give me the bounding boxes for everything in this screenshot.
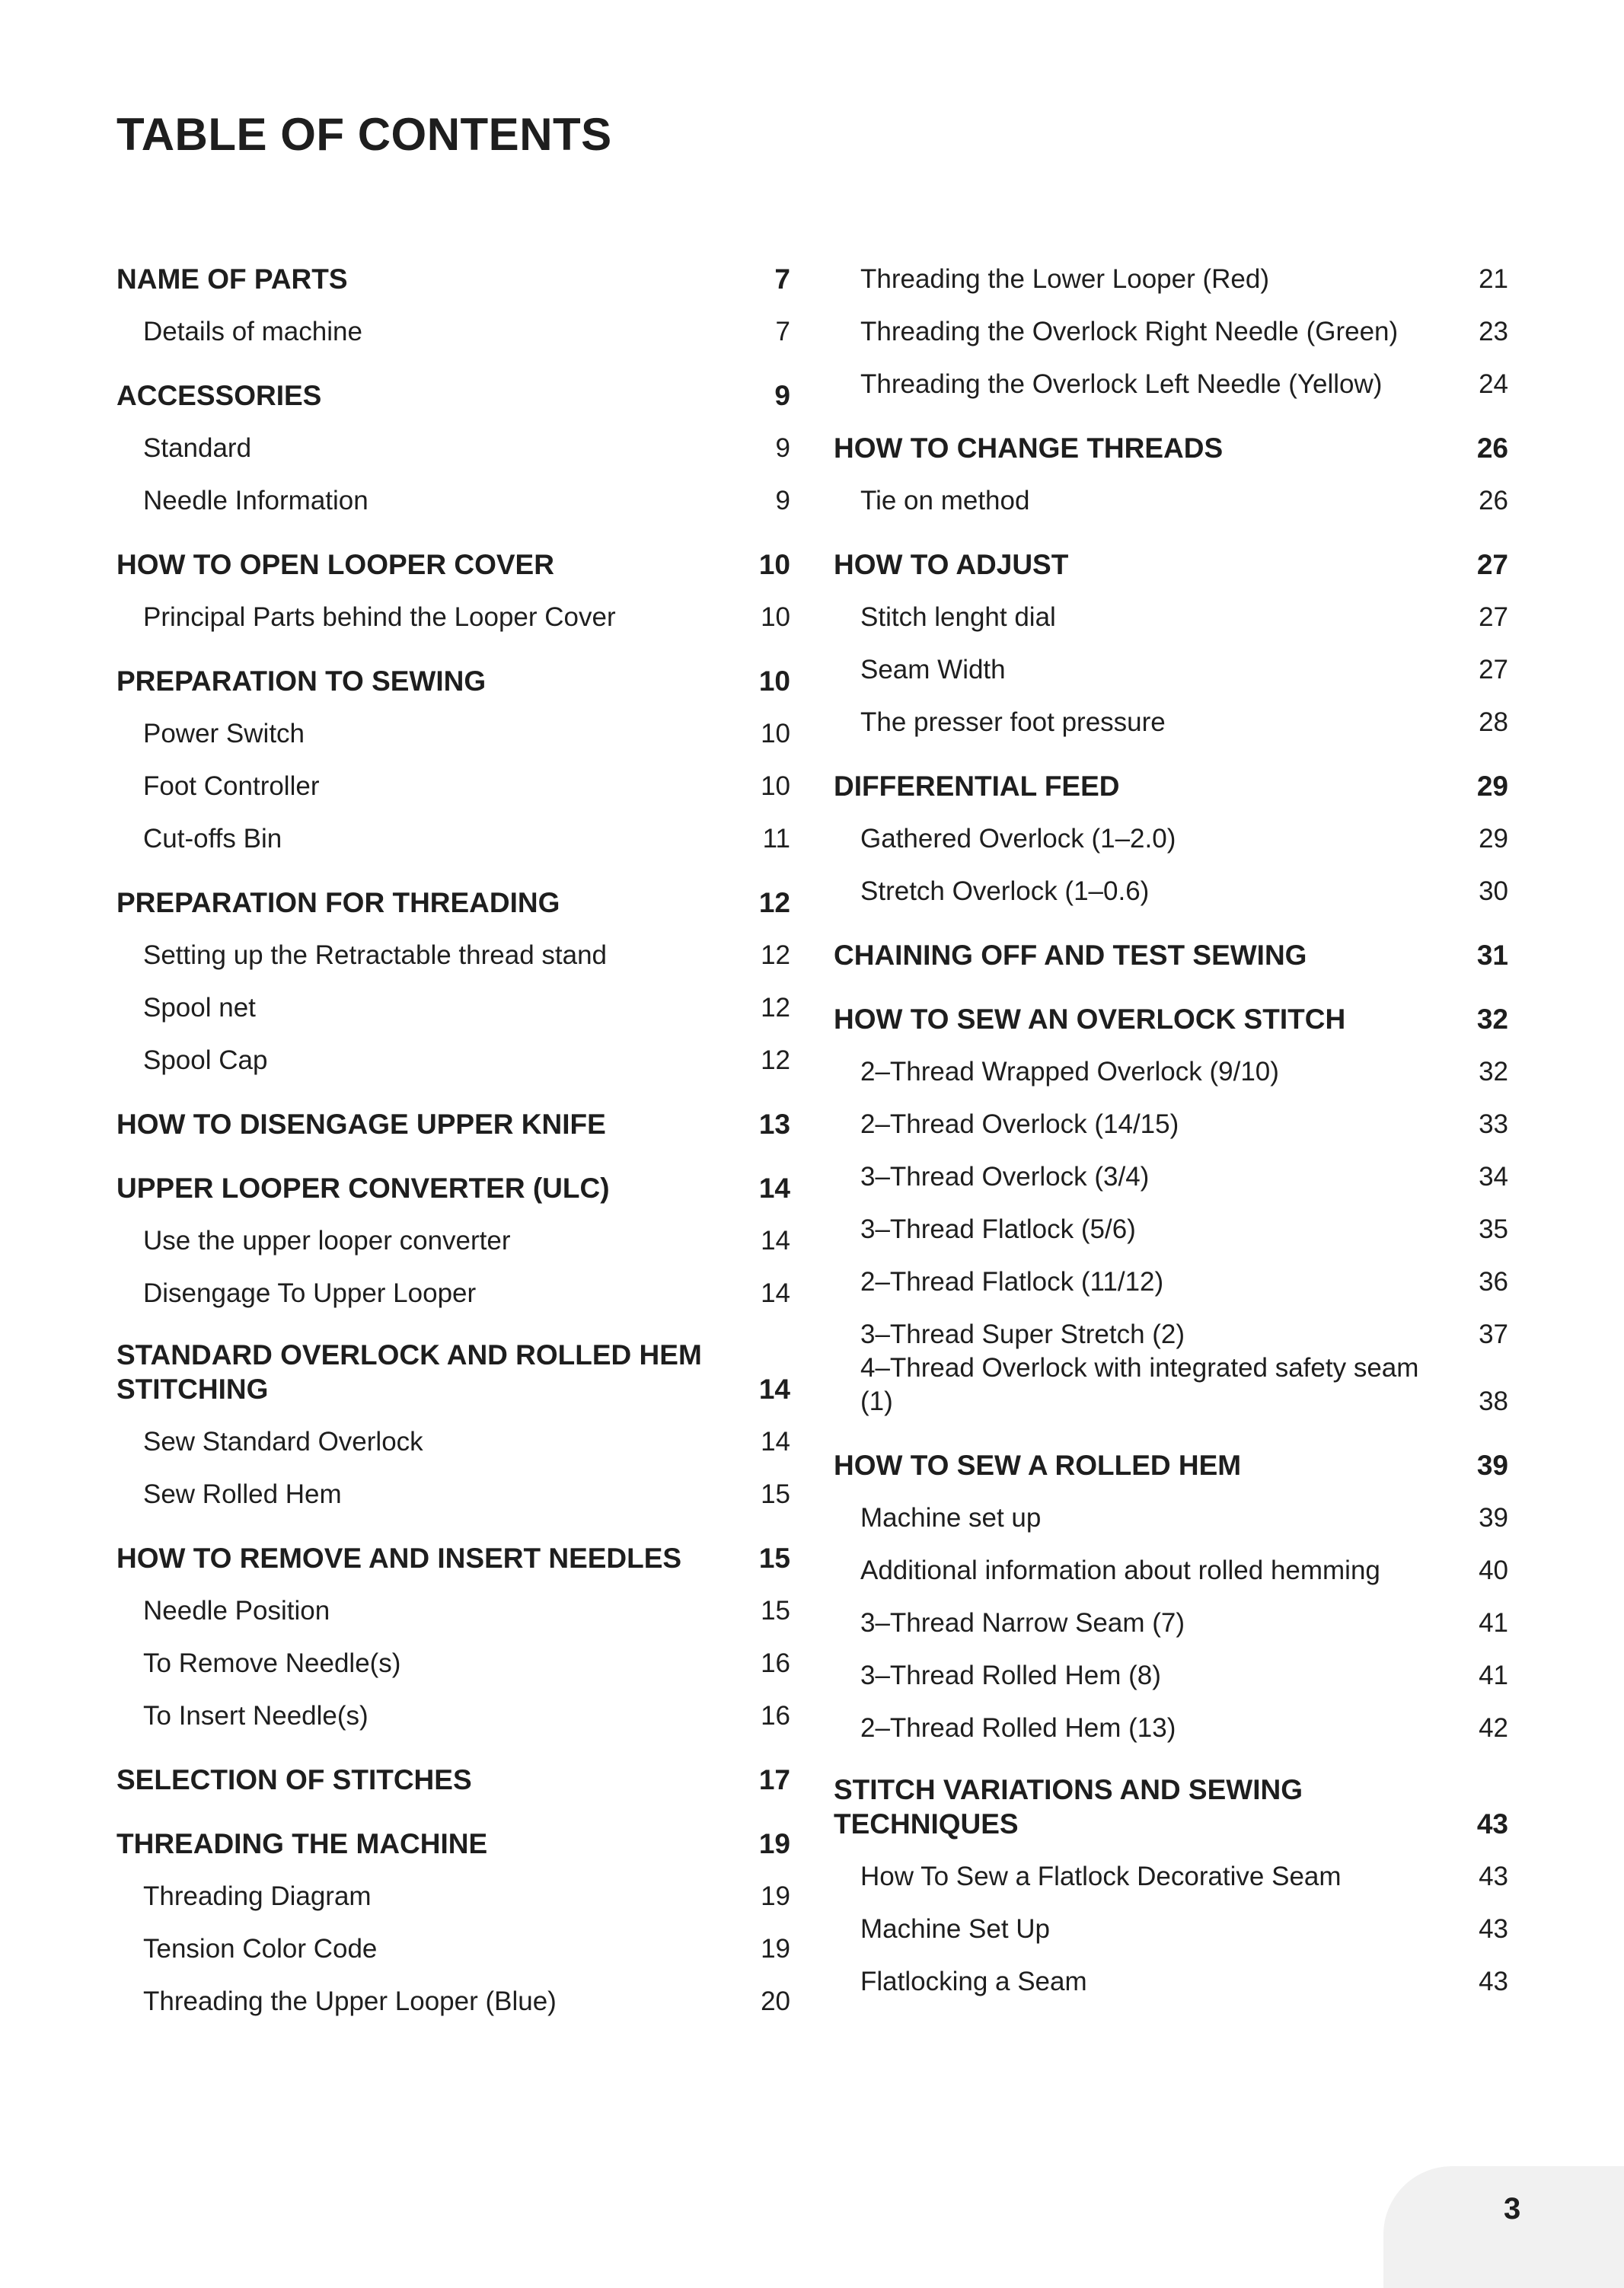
toc-item-page: 16 [761, 1648, 790, 1678]
toc-section [116, 376, 790, 518]
toc-section-page: 31 [1476, 940, 1508, 971]
toc-item[interactable] [834, 687, 1508, 739]
toc-item-page: 41 [1479, 1661, 1508, 1690]
toc-item[interactable] [116, 1966, 790, 2018]
toc-item-page: 36 [1479, 1267, 1508, 1297]
toc-section [834, 936, 1508, 972]
toc-section-title: PREPARATION TO SEWING [116, 665, 487, 697]
toc-section-page: 26 [1476, 432, 1508, 464]
toc-item[interactable] [834, 1841, 1508, 1894]
toc-item-page: 28 [1479, 707, 1508, 737]
toc-item-title: Needle Information [143, 486, 369, 515]
toc-item[interactable] [116, 1628, 790, 1680]
toc-item-page: 26 [1479, 486, 1508, 515]
toc-section-heading[interactable] [116, 1824, 790, 1861]
toc-section-heading[interactable] [116, 1169, 790, 1205]
toc-item-title: Threading the Lower Looper (Red) [860, 264, 1269, 294]
toc-section-page: 15 [758, 1543, 790, 1574]
toc-section [116, 662, 790, 856]
toc-item-title: Use the upper looper converter [143, 1226, 511, 1256]
toc-section-heading[interactable] [116, 1338, 790, 1406]
toc-item-page: 30 [1479, 876, 1508, 906]
toc-item-title: 3–Thread Flatlock (5/6) [860, 1214, 1136, 1244]
toc-item-title: How To Sew a Flatlock Decorative Seam [860, 1862, 1342, 1891]
page-number-tab [1383, 2166, 1624, 2288]
toc-item[interactable] [116, 465, 790, 518]
toc-item-page: 23 [1479, 317, 1508, 346]
toc-item[interactable] [834, 296, 1508, 349]
toc-item-title: Machine Set Up [860, 1914, 1051, 1944]
toc-section-page: 27 [1476, 549, 1508, 580]
toc-item-title: Details of machine [143, 317, 362, 346]
toc-item-page: 14 [761, 1427, 790, 1457]
toc-item-title: 3–Thread Overlock (3/4) [860, 1162, 1150, 1192]
toc-section-title: UPPER LOOPER CONVERTER (ULC) [116, 1173, 610, 1204]
toc-section-title: STANDARD OVERLOCK AND ROLLED HEM STITCHING [116, 1339, 702, 1405]
toc-section [834, 545, 1508, 739]
toc-item[interactable] [834, 1894, 1508, 1946]
toc-item[interactable] [116, 1406, 790, 1459]
toc-item[interactable] [834, 582, 1508, 634]
toc-item[interactable] [116, 920, 790, 972]
toc-item[interactable] [834, 856, 1508, 908]
toc-item-page: 39 [1479, 1503, 1508, 1533]
toc-section-title: HOW TO SEW AN OVERLOCK STITCH [834, 1004, 1346, 1035]
toc-item[interactable] [116, 751, 790, 803]
toc-section-title: HOW TO SEW A ROLLED HEM [834, 1450, 1242, 1481]
toc-item-title: Spool Cap [143, 1045, 268, 1075]
toc-section-title: SELECTION OF STITCHES [116, 1764, 472, 1795]
toc-section-title: NAME OF PARTS [116, 263, 348, 295]
toc-section-heading[interactable] [834, 936, 1508, 972]
toc-item-title: Seam Width [860, 655, 1006, 684]
toc-section [834, 1773, 1508, 1999]
toc-item[interactable] [116, 413, 790, 465]
toc-section-page: 10 [758, 665, 790, 697]
toc-item-page: 27 [1479, 602, 1508, 632]
toc-section-heading[interactable] [834, 767, 1508, 803]
toc-item-page: 10 [761, 602, 790, 632]
toc-item[interactable] [834, 1246, 1508, 1299]
toc-item-page: 12 [761, 993, 790, 1023]
toc-item[interactable] [834, 1482, 1508, 1535]
toc-item-page: 15 [761, 1479, 790, 1509]
toc-section [834, 429, 1508, 518]
toc-section-page: 32 [1476, 1004, 1508, 1035]
toc-item-page: 10 [761, 719, 790, 748]
toc-section-title: HOW TO CHANGE THREADS [834, 432, 1224, 464]
toc-item[interactable] [834, 1089, 1508, 1141]
toc-item[interactable] [834, 1194, 1508, 1246]
toc-item[interactable] [834, 1141, 1508, 1194]
toc-section-title: HOW TO OPEN LOOPER COVER [116, 549, 554, 580]
toc-section-page: 13 [758, 1109, 790, 1140]
toc-item-title: Stitch lenght dial [860, 602, 1056, 632]
toc-item-title: Sew Standard Overlock [143, 1427, 423, 1457]
toc-item-page: 38 [1479, 1387, 1508, 1416]
toc-section [116, 1824, 790, 2018]
toc-item[interactable] [116, 582, 790, 634]
toc-item-title: Threading Diagram [143, 1881, 372, 1911]
toc-section-page: 10 [758, 549, 790, 580]
toc-section-heading[interactable] [116, 1760, 790, 1797]
toc-section [834, 767, 1508, 908]
toc-section-heading[interactable] [116, 1105, 790, 1141]
toc-section-title: DIFFERENTIAL FEED [834, 771, 1120, 802]
toc-item-title: Tie on method [860, 486, 1030, 515]
toc-section [116, 1539, 790, 1733]
toc-section [116, 1169, 790, 1310]
toc-item-page: 33 [1479, 1109, 1508, 1139]
toc-item[interactable] [116, 1025, 790, 1077]
toc-item-page: 11 [762, 824, 790, 854]
toc-item-title: 3–Thread Super Stretch (2) [860, 1320, 1185, 1349]
toc-section [834, 1000, 1508, 1418]
toc-item-title: Additional information about rolled hemming [860, 1556, 1380, 1585]
toc-section-title: HOW TO DISENGAGE UPPER KNIFE [116, 1109, 606, 1140]
toc-item-page: 19 [761, 1881, 790, 1911]
toc-section-page: 14 [758, 1173, 790, 1204]
toc-item-page: 14 [761, 1278, 790, 1308]
toc-item-title: Setting up the Retractable thread stand [143, 940, 608, 970]
toc-item-title: To Insert Needle(s) [143, 1701, 369, 1731]
toc-item[interactable] [834, 465, 1508, 518]
toc-item-title: To Remove Needle(s) [143, 1648, 401, 1678]
toc-section-page: 12 [758, 887, 790, 918]
toc-section-page: 43 [1476, 1808, 1508, 1840]
toc-item-title: Principal Parts behind the Looper Cover [143, 602, 616, 632]
toc-section-page: 19 [758, 1828, 790, 1859]
toc-item-page: 29 [1479, 824, 1508, 854]
toc-section-page: 29 [1476, 771, 1508, 802]
toc-section-title: PREPARATION FOR THREADING [116, 887, 560, 918]
toc-item[interactable] [834, 803, 1508, 856]
toc-item-title: Disengage To Upper Looper [143, 1278, 477, 1308]
toc-section-title: ACCESSORIES [116, 380, 322, 411]
toc-item[interactable] [116, 803, 790, 856]
toc-item-title: 2–Thread Wrapped Overlock (9/10) [860, 1057, 1279, 1087]
toc-section [834, 1446, 1508, 1745]
toc-item-page: 9 [775, 433, 790, 463]
toc-item-title: 2–Thread Overlock (14/15) [860, 1109, 1179, 1139]
toc-item[interactable] [116, 1205, 790, 1258]
toc-item-page: 14 [761, 1226, 790, 1256]
page-number: 3 [1504, 2192, 1521, 2226]
toc-item[interactable] [834, 1640, 1508, 1693]
toc-section-heading[interactable] [834, 545, 1508, 582]
toc-item-page: 27 [1479, 655, 1508, 684]
toc-item-page: 43 [1479, 1914, 1508, 1944]
toc-item-title: Standard [143, 433, 252, 463]
toc-section-title: HOW TO REMOVE AND INSERT NEEDLES [116, 1543, 682, 1574]
toc-item-page: 9 [775, 486, 790, 515]
toc-item-page: 12 [761, 1045, 790, 1075]
toc-item-title: 2–Thread Rolled Hem (13) [860, 1713, 1176, 1743]
toc-item[interactable] [834, 1036, 1508, 1089]
toc-item-page: 24 [1479, 369, 1508, 399]
toc-item[interactable] [834, 1946, 1508, 1999]
toc-item-page: 35 [1479, 1214, 1508, 1244]
toc-item[interactable] [834, 1588, 1508, 1640]
toc-item-page: 16 [761, 1701, 790, 1731]
toc-item[interactable] [834, 1693, 1508, 1745]
toc-section-heading[interactable] [116, 376, 790, 413]
toc-item-title: Tension Color Code [143, 1934, 378, 1964]
toc-item-title: Gathered Overlock (1–2.0) [860, 824, 1176, 854]
toc-item-page: 42 [1479, 1713, 1508, 1743]
toc-right-column [834, 260, 1508, 2026]
toc-item-title: Threading the Upper Looper (Blue) [143, 1986, 557, 2016]
toc-section-heading[interactable] [834, 1773, 1508, 1841]
toc-section [116, 883, 790, 1077]
toc-item-title: Flatlocking a Seam [860, 1967, 1087, 1996]
toc-item-title: Foot Controller [143, 771, 320, 801]
toc-item[interactable] [116, 698, 790, 751]
toc-section-page: 9 [774, 380, 790, 411]
toc-section-title: STITCH VARIATIONS AND SEWING TECHNIQUES [834, 1774, 1303, 1840]
toc-item[interactable] [116, 1861, 790, 1913]
toc-item[interactable] [834, 349, 1508, 401]
toc-item-page: 40 [1479, 1556, 1508, 1585]
toc-item-page: 20 [761, 1986, 790, 2016]
toc-section-title: HOW TO ADJUST [834, 549, 1069, 580]
toc-section-heading[interactable] [834, 1000, 1508, 1036]
toc-item-title: Sew Rolled Hem [143, 1479, 342, 1509]
toc-section [116, 1760, 790, 1797]
toc-item-page: 43 [1479, 1862, 1508, 1891]
toc-section-page: 39 [1476, 1450, 1508, 1481]
toc-item-title: Spool net [143, 993, 256, 1023]
toc-item[interactable] [116, 1459, 790, 1511]
toc-item[interactable] [834, 1535, 1508, 1588]
toc-section-title: THREADING THE MACHINE [116, 1828, 488, 1859]
toc-item-page: 12 [761, 940, 790, 970]
toc-item-page: 34 [1479, 1162, 1508, 1192]
toc-item-page: 21 [1479, 264, 1508, 294]
toc-item-title: Stretch Overlock (1–0.6) [860, 876, 1150, 906]
toc-item[interactable] [116, 972, 790, 1025]
toc-item[interactable] [116, 1913, 790, 1966]
toc-item-title: Threading the Overlock Left Needle (Yellow) [860, 369, 1383, 399]
toc-item-page: 41 [1479, 1608, 1508, 1638]
toc-item-page: 43 [1479, 1967, 1508, 1996]
toc-item[interactable] [834, 260, 1508, 296]
toc-section-heading[interactable] [834, 429, 1508, 465]
toc-section-heading[interactable] [116, 1539, 790, 1575]
toc-item-title: Machine set up [860, 1503, 1042, 1533]
toc-section [116, 260, 790, 349]
toc-section-heading[interactable] [116, 545, 790, 582]
toc-item-title: 3–Thread Narrow Seam (7) [860, 1608, 1185, 1638]
toc-item-page: 7 [775, 317, 790, 346]
toc-item-title: Needle Position [143, 1596, 330, 1626]
toc-item-page: 19 [761, 1934, 790, 1964]
toc-section-page: 7 [774, 263, 790, 295]
toc-item-page: 37 [1479, 1320, 1508, 1349]
toc-section-title: CHAINING OFF AND TEST SEWING [834, 940, 1307, 971]
toc-section [116, 1338, 790, 1511]
toc-section-heading[interactable] [834, 1446, 1508, 1482]
toc-item[interactable] [116, 1680, 790, 1733]
toc-item-page: 32 [1479, 1057, 1508, 1087]
toc-item-title: The presser foot pressure [860, 707, 1166, 737]
toc-continued-items [834, 260, 1508, 401]
toc-item[interactable] [116, 1575, 790, 1628]
toc-item-title: Cut-offs Bin [143, 824, 282, 854]
page-title: TABLE OF CONTENTS [116, 109, 612, 160]
toc-item-title: 2–Thread Flatlock (11/12) [860, 1267, 1164, 1297]
toc-section [116, 1105, 790, 1141]
toc-item[interactable] [116, 1258, 790, 1310]
toc-item[interactable] [834, 1351, 1508, 1418]
toc-item-page: 15 [761, 1596, 790, 1626]
toc-section-page: 17 [758, 1764, 790, 1795]
toc-section-heading[interactable] [116, 260, 790, 296]
toc-item[interactable] [834, 634, 1508, 687]
toc-item-title: 3–Thread Rolled Hem (8) [860, 1661, 1161, 1690]
toc-section-heading[interactable] [116, 883, 790, 920]
toc-item-title: 4–Thread Overlock with integrated safety seam (1) [860, 1353, 1419, 1416]
toc-section-page: 14 [758, 1374, 790, 1405]
toc-item[interactable] [116, 296, 790, 349]
toc-item-page: 10 [761, 771, 790, 801]
toc-section-heading[interactable] [116, 662, 790, 698]
toc-item-title: Threading the Overlock Right Needle (Green) [860, 317, 1399, 346]
toc-section [116, 545, 790, 634]
toc-left-column [116, 260, 790, 2046]
toc-item-title: Power Switch [143, 719, 305, 748]
toc-item[interactable] [834, 1299, 1508, 1351]
